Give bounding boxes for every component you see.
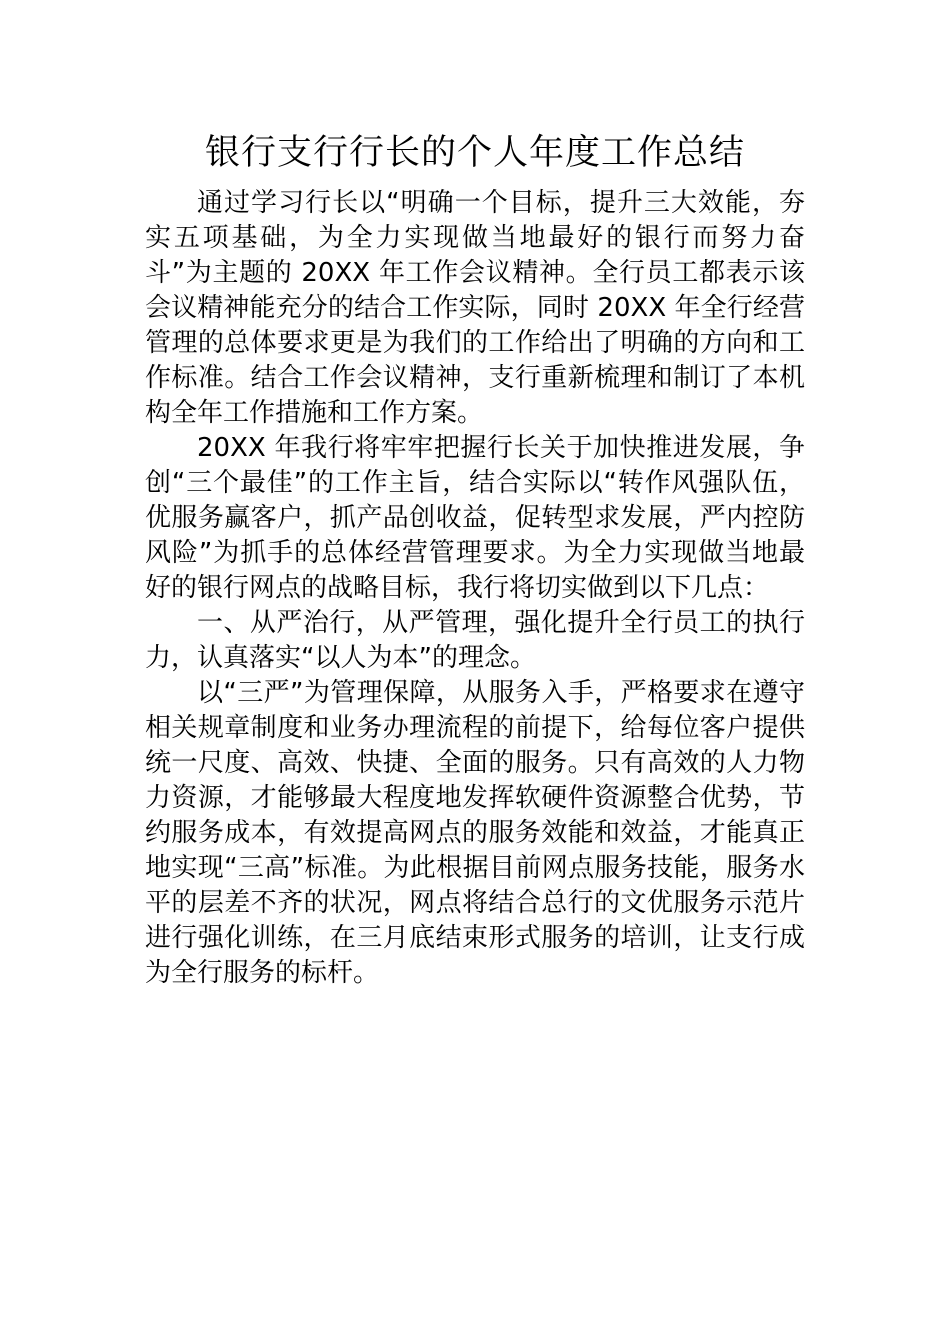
document-title: 银行支行行长的个人年度工作总结 <box>204 133 745 173</box>
document-body <box>145 128 805 991</box>
paragraph-intro: 通过学习行长以“明确一个目标，提升三大效能，夯实五项基础，为全力实现做当地最好的银行而努力奋斗”为主题的 20XX 年工作会议精神。全行员工都表示该会议精神能充分的结合工作实际，同时 20XX 年全行经营管理的总体要求更是为我们的工作给出了明确的方向和工作标准。结合工作会议精神，支行重新梳理和制订了本机构全年工作措施和工作方案。 <box>145 188 805 428</box>
paragraph-annual-plan: 20XX 年我行将牢牢把握行长关于加快推进发展，争创“三个最佳”的工作主旨，结合实际以“转作风强队伍，优服务赢客户，抓产品创收益，促转型求发展，严内控防风险”为抓手的总体经营管理要求。为全力实现做当地最好的银行网点的战略目标，我行将切实做到以下几点： <box>145 433 805 603</box>
paragraph-section-one-heading: 一、从严治行，从严管理，强化提升全行员工的执行力，认真落实“以人为本”的理念。 <box>145 608 805 673</box>
paragraph-service-management: 以“三严”为管理保障，从服务入手，严格要求在遵守相关规章制度和业务办理流程的前提下，给每位客户提供统一尺度、高效、快捷、全面的服务。只有高效的人力物力资源，才能够最大程度地发挥软硬件资源整合优势，节约服务成本，有效提高网点的服务效能和效益，才能真正地实现“三高”标准。为此根据目前网点服务技能，服务水平的层差不齐的状况，网点将结合总行的文优服务示范片进行强化训练，在三月底结束形式服务的培训，让支行成为全行服务的标杆。 <box>145 678 805 988</box>
